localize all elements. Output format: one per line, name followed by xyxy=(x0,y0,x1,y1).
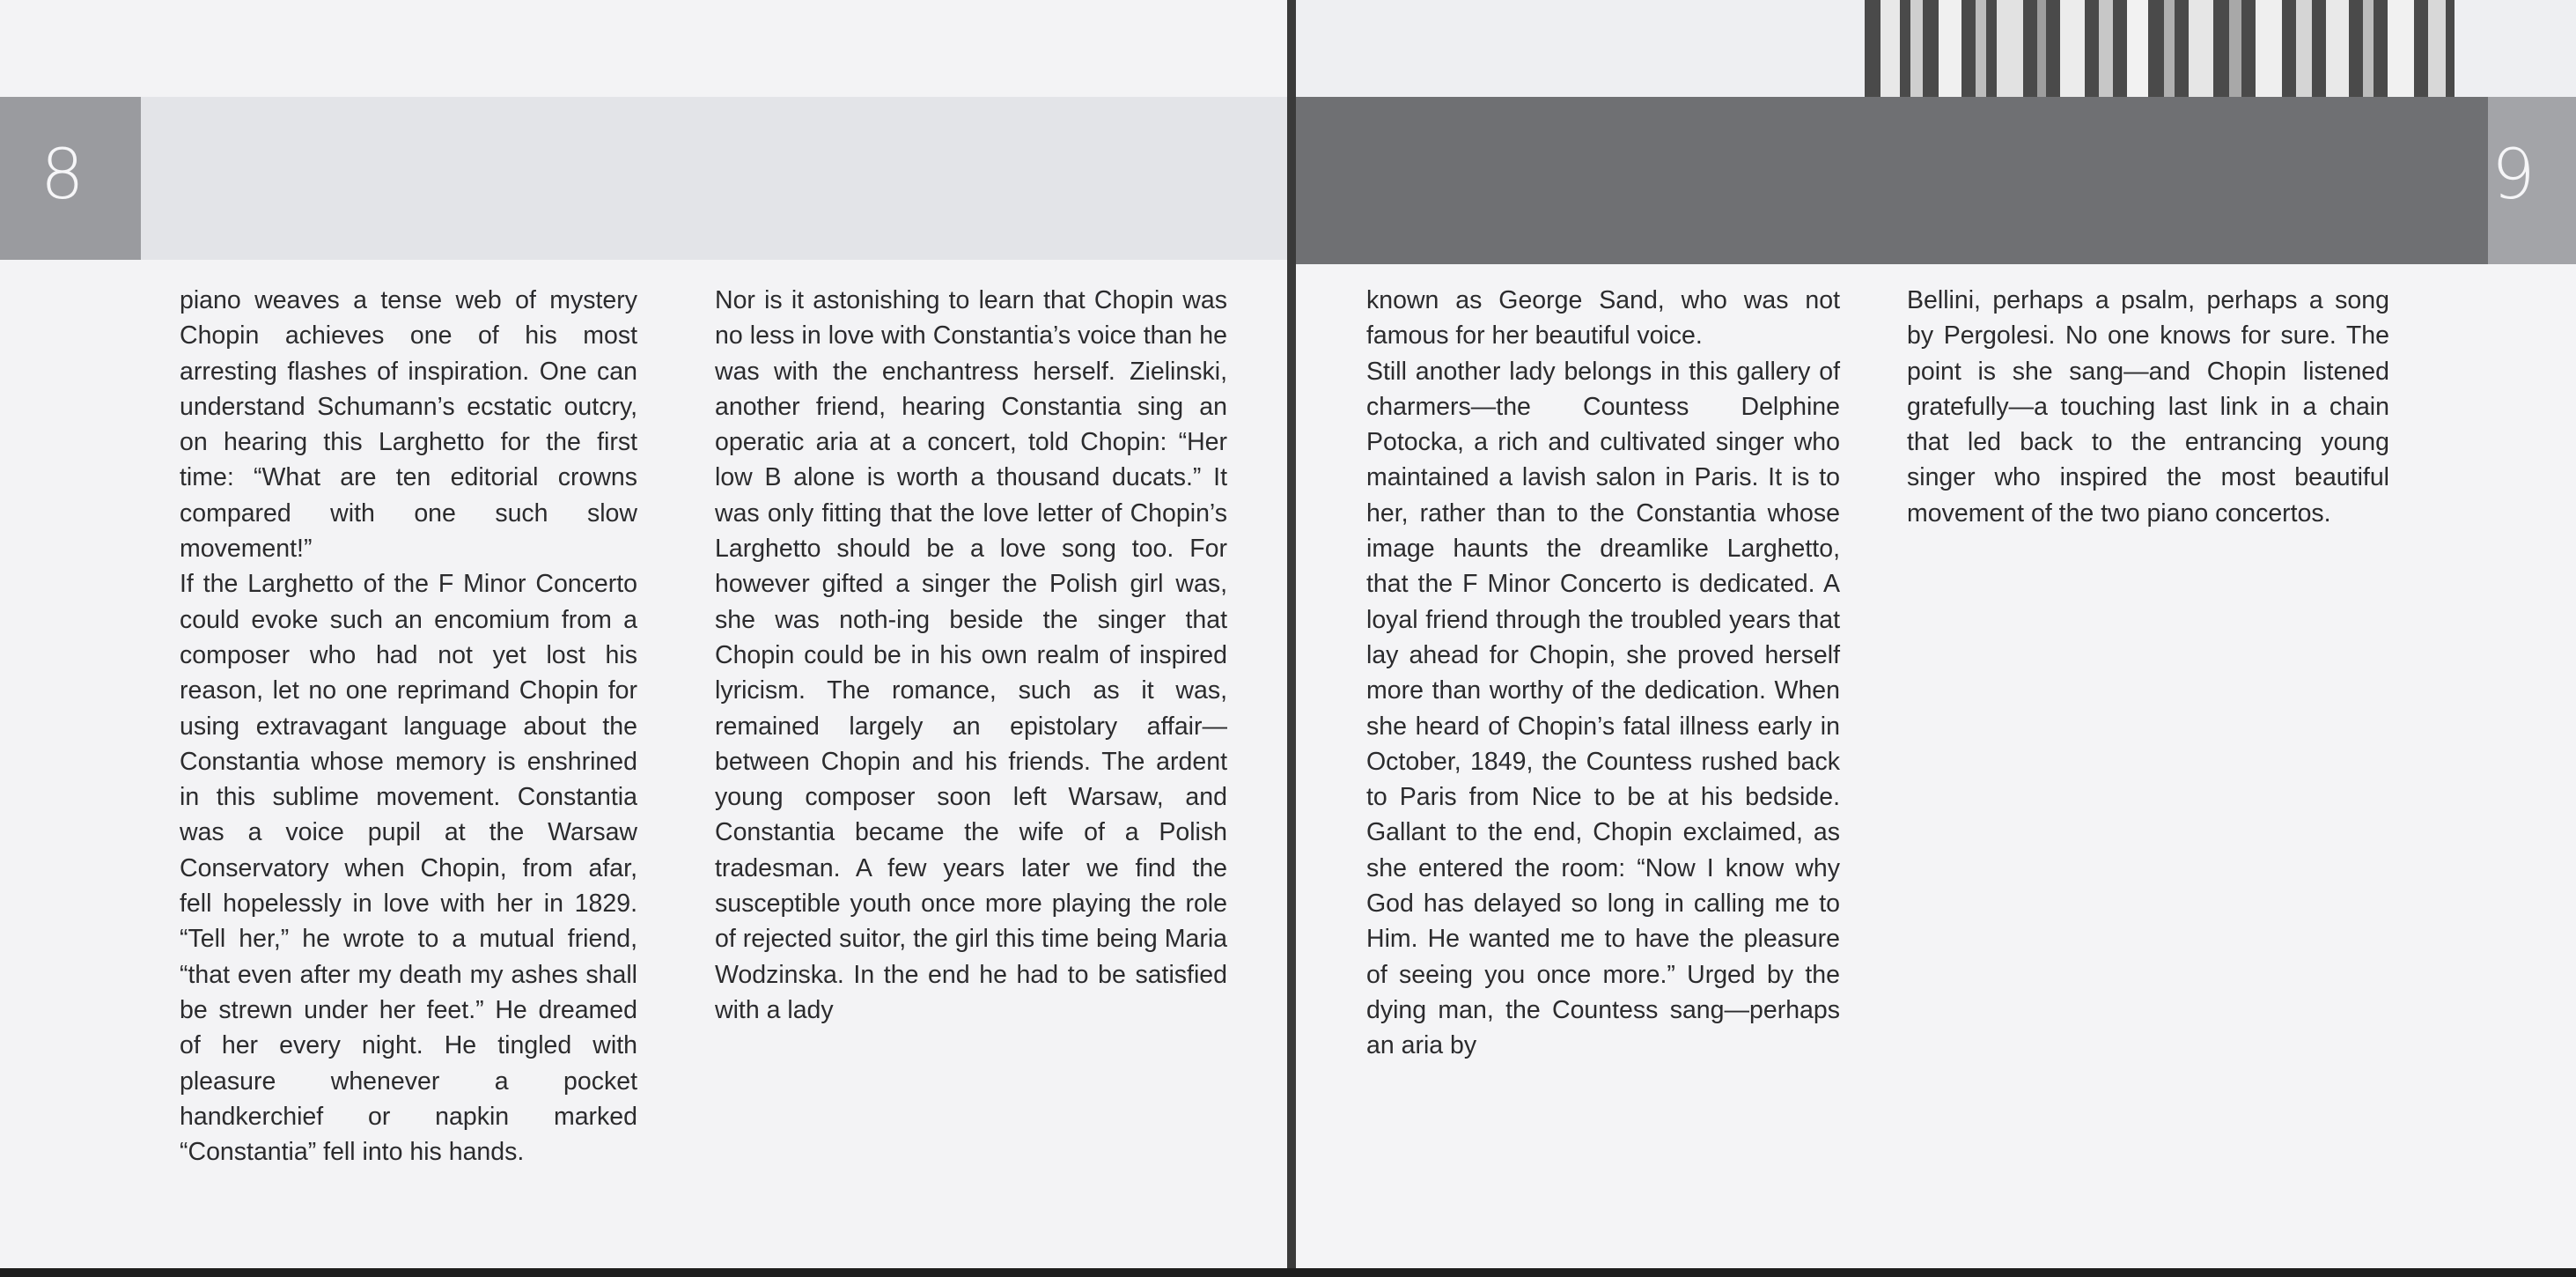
bottom-edge xyxy=(0,1268,2576,1277)
paragraph: Still another lady belongs in this gallery of charmers—the Countess Delphine Potocka, a rich and cultivated singer who maintained a lavish salon in Paris. It is to her, rather than to the Constantia whose image haunts the dreamlike Larghetto, that the F Minor Concerto is dedicated. A loyal friend through the troubled years that lay ahead for Chopin, she proved herself more than worthy of the dedication. When she heard of Chopin’s fatal illness early in October, 1849, the Countess rushed back to Paris from Nice to be at his bedside. Gallant to the end, Chopin exclaimed, as she entered the room: “Now I know why God has delayed so long in calling me to Him. He wanted me to have the pleasure of seeing you once more.” Urged by the dying man, the Countess sang—perhaps an aria by xyxy=(1366,357,1840,1060)
right-page xyxy=(1296,0,2576,1273)
left-column-1 xyxy=(180,283,637,1170)
right-column-1 xyxy=(1366,283,1840,1064)
paragraph: Nor is it astonishing to learn that Chopin was no less in love with Constantia’s voice than he was with the enchantress herself. Zielinski, another friend, hearing Constantia sing an operatic aria at a concert, told Chopin: “Her low B alone is worth a thousand ducats.” It was only fitting that the love letter of Chopin’s Larghetto should be a love song too. For however gifted a singer the Polish girl was, she was noth-ing beside the singer that Chopin could be in his own realm of inspired lyricism. The romance, such as it was, remained largely an epistolary affair—between Chopin and his friends. The ardent young composer soon left Warsaw, and Constantia became the wife of a Polish tradesman. A few years later we find the susceptible youth once more playing the role of rejected suitor, the girl this time being Maria Wodzinska. In the end he had to be satisfied with a lady xyxy=(715,286,1227,1024)
left-column-2 xyxy=(715,283,1227,1028)
page-number: 9 xyxy=(2491,136,2536,215)
right-column-2 xyxy=(1907,283,2389,531)
left-page xyxy=(0,0,1287,1273)
header-band-light xyxy=(141,97,1287,260)
paragraph: known as George Sand, who was not famous for her beautiful voice. xyxy=(1366,286,1840,351)
page-number: 8 xyxy=(40,136,85,215)
paragraph: If the Larghetto of the F Minor Concerto could evoke such an encomium from a composer who had not yet lost his reason, let no one reprimand Chopin for using extravagant language about the Constantia whose memory is enshrined in this sublime movement. Constantia was a voice pupil at the Warsaw Conservatory when Chopin, from afar, fell hopelessly in love with her in 1829. “Tell her,” he wrote to a mutual friend, “that even after my death my ashes shall be strewn under her feet.” He dreamed of her every night. He tingled with pleasure whenever a pocket handkerchief or napkin marked “Constantia” fell into his hands. xyxy=(180,570,637,1167)
binding-gutter xyxy=(1287,0,1296,1277)
paragraph: Bellini, perhaps a psalm, perhaps a song by Pergolesi. No one knows for sure. The point is she sang—and Chopin listened gratefully—a touching last link in a chain that led back to the entrancing young singer who inspired the most beautiful movement of the two piano concertos. xyxy=(1907,286,2389,528)
organ-pipes-photo xyxy=(1865,0,2455,99)
header-band-dark xyxy=(1296,97,2576,264)
paragraph: piano weaves a tense web of mystery Chopin achieves one of his most arresting flashes of inspiration. One can understand Schumann’s ecstatic outcry, on hearing this Larghetto for the first time: “What are ten editorial crowns compared with one such slow movement!” xyxy=(180,286,637,564)
